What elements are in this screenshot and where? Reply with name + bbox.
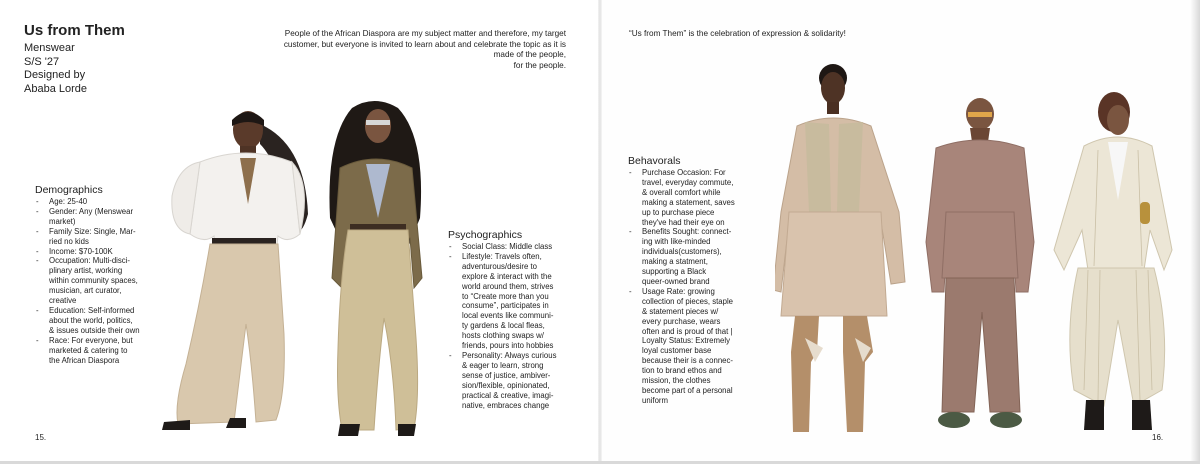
bullet-item (35, 227, 140, 247)
model-figure-white-shirt (160, 104, 310, 434)
bullet-line: sense of justice, ambiver- (462, 370, 551, 380)
bullet-line: making a statement, saves (642, 197, 735, 207)
bullet-line: become part of a personal (642, 385, 733, 395)
bullet-line: the African Diaspora (49, 355, 120, 365)
bullet-line: supporting a Black (642, 267, 707, 277)
bullet-line: collection of pieces, staple (642, 296, 734, 306)
bullet-line: practical & creative, imagi- (462, 390, 554, 400)
bullet-line: ried no kids (49, 236, 89, 246)
bullet-line: explore & interact with the (462, 271, 552, 281)
bullet-line: ty gardens & local fleas, (462, 321, 545, 331)
bullet-line: - Race: For everyone, but (49, 335, 133, 345)
bullet-line: world around them, strives (462, 281, 554, 291)
bullet-item (448, 242, 556, 252)
bullet-line: - Usage Rate: growing (642, 286, 715, 296)
bullet-item (35, 197, 140, 207)
bullet-line: ing with like-minded (642, 237, 711, 247)
bullet-line: individuals(customers), (642, 247, 722, 257)
bullet-line: within community spaces, (49, 276, 138, 286)
bullet-line: - Family Size: Single, Mar- (49, 226, 136, 236)
bullet-line: to “Create more than you (462, 291, 549, 301)
bullet-item (35, 247, 140, 257)
bullet-line: - Education: Self-informed (49, 305, 135, 315)
bullet-line: friends, pours into hobbies (462, 341, 554, 351)
bullet-line: about the world, politics, (49, 315, 133, 325)
bullet-line: & overall comfort while (642, 187, 721, 197)
bullet-line: mission, the clothes (642, 376, 711, 386)
demographics-heading: Demographics (35, 184, 103, 196)
bullet-line: creative (49, 296, 77, 306)
bullet-line: - Income: $70-100K (49, 246, 113, 256)
bullet-line: - Personality: Always curious (462, 350, 557, 360)
bullet-line: every purchase, wears (642, 316, 721, 326)
model-figure-plaid-skirt (775, 62, 915, 436)
bullet-line: uniform (642, 395, 668, 405)
behaviorals-heading: Behavorals (628, 155, 681, 167)
bullet-line: plinary artist, working (49, 266, 123, 276)
bullet-line: & issues outside their own (49, 325, 140, 335)
bullet-line: often and is proud of that | (642, 326, 733, 336)
bullet-item (628, 168, 735, 227)
brand-quote: “Us from Them” is the celebration of expression & solidarity! (629, 29, 846, 38)
bullet-line: - Age: 25-40 (49, 197, 88, 206)
meta-line: Designed by (24, 69, 86, 81)
bullet-line: tion to brand ethos and (642, 366, 722, 376)
bullet-line: - Purchase Occasion: For (642, 168, 726, 177)
meta-line: Ababa Lorde (24, 82, 87, 95)
bullet-line: because their is a connec- (642, 356, 734, 366)
model-figure-taupe-set (916, 92, 1046, 436)
bullet-line: & statement pieces w/ (642, 306, 719, 316)
bullet-line: sion/flexible, opinionated, (462, 380, 550, 390)
bullet-item (628, 227, 735, 286)
page-edge-shadow (1190, 0, 1200, 464)
bullet-item (448, 351, 556, 410)
bullet-item (628, 287, 735, 406)
bullet-line: - Social Class: Middle class (462, 242, 553, 251)
page-gutter (598, 0, 602, 464)
meta-line: S/S '27 (24, 55, 60, 68)
bullet-line: - Gender: Any (Menswear (49, 206, 134, 216)
bullet-line: they've had their eye on (642, 217, 725, 227)
bullet-line: marketed & catering to (49, 345, 128, 355)
bullet-line: - Lifestyle: Travels often, (462, 251, 542, 261)
bullet-item (35, 336, 140, 366)
bullet-item (35, 256, 140, 306)
psychographics-list (448, 242, 556, 410)
model-figure-striped-suit (1048, 90, 1178, 436)
bullet-line: Loyalty Status: Extremely (642, 336, 730, 346)
intro-line: made of the people, (493, 50, 566, 59)
bullet-line: hosts clothing swaps w/ (462, 331, 544, 341)
intro-line: for the people. (513, 60, 566, 70)
bullet-item (35, 306, 140, 336)
intro-line: customer, but everyone is invited to learn about and celebrate the topic as it is (283, 39, 566, 49)
bullet-line: up to purchase piece (642, 207, 715, 217)
collection-title: Us from Them (24, 22, 125, 39)
bullet-line: musician, art curator, (49, 286, 122, 296)
model-figure-khaki-jacket (314, 98, 434, 440)
page-number-left: 15. (35, 433, 47, 442)
bullet-line: queer-owned brand (642, 276, 710, 286)
bullet-line: travel, everyday commute, (642, 177, 734, 187)
behaviorals-list (628, 168, 735, 406)
bullet-line: market) (49, 216, 76, 226)
bullet-line: native, embraces change (462, 400, 550, 410)
bullet-line: & eager to learn, strong (462, 360, 544, 370)
meta-line: Menswear (24, 42, 75, 54)
intro-paragraph (262, 29, 566, 71)
bullet-line: local events like communi- (462, 311, 554, 321)
bullet-line: making a statment, (642, 257, 708, 267)
intro-line: People of the African Diaspora are my subject matter and therefore, my target (284, 29, 566, 38)
bullet-item (448, 252, 556, 351)
bullet-line: - Benefits Sought: connect- (642, 227, 732, 237)
bullet-item (35, 207, 140, 227)
bullet-line: consume”, participates in (462, 301, 549, 311)
collection-meta (24, 42, 87, 96)
page-number-right: 16. (1152, 433, 1164, 442)
psychographics-heading: Psychographics (448, 229, 523, 241)
bullet-line: adventurous/desire to (462, 261, 537, 271)
demographics-list (35, 197, 140, 365)
bullet-line: - Occupation: Multi-disci- (49, 256, 131, 266)
bullet-line: loyal customer base (642, 346, 712, 356)
